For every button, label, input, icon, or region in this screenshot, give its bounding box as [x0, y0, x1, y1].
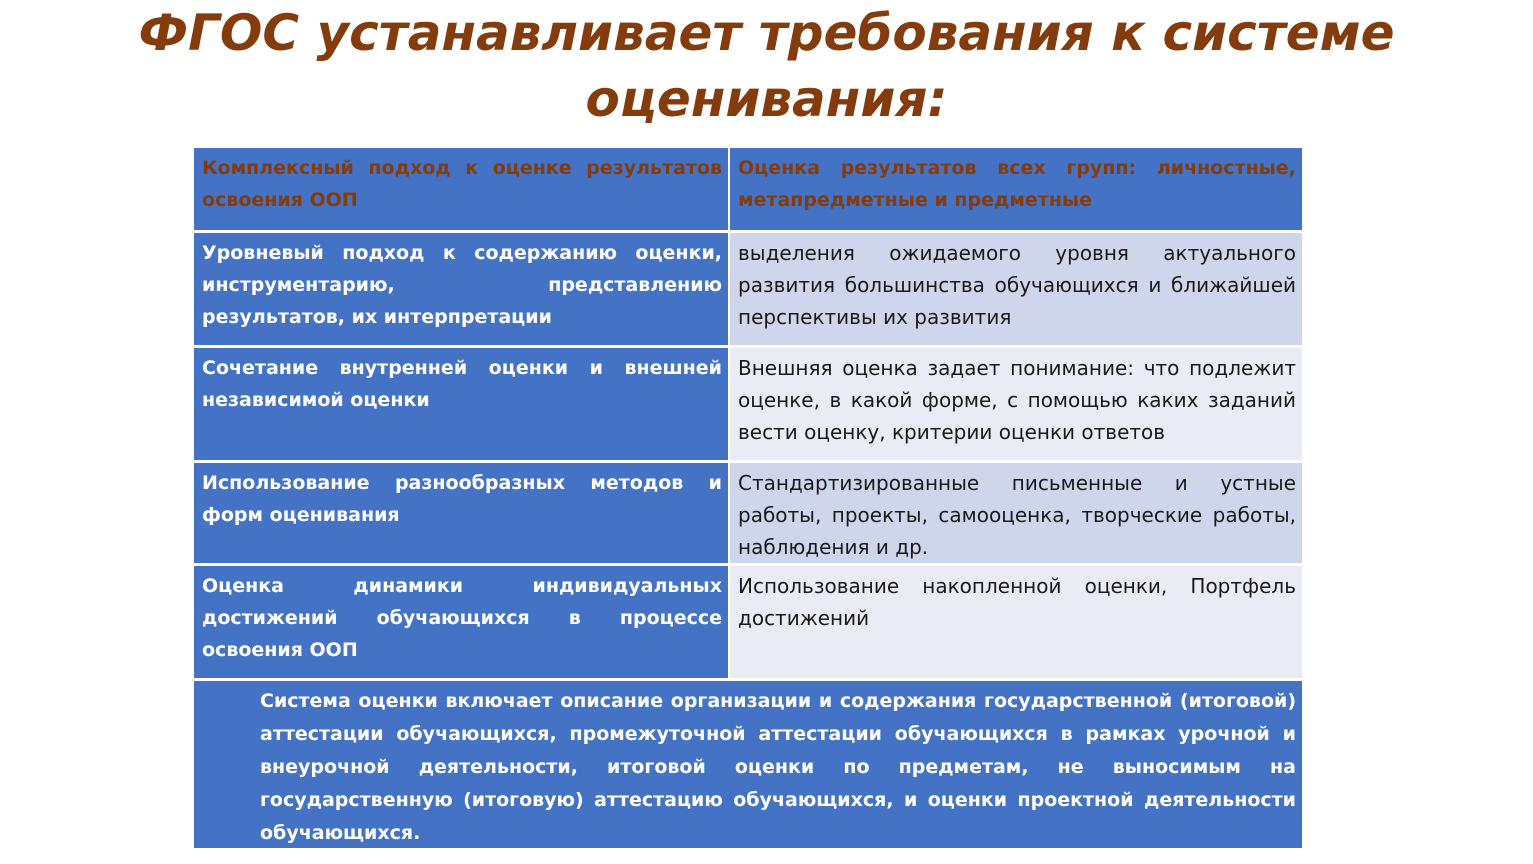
table-cell-right: Использование накопленной оценки, Портфель достижений [730, 566, 1302, 678]
page-title-line-1: ФГОС устанавливает требования к системе [138, 4, 1395, 62]
table-cell-right: Внешняя оценка задает понимание: что подлежит оценке, в какой форме, с помощью каких заданий вести оценку, критерии оценки ответов [730, 348, 1302, 460]
table-cell-right: выделения ожидаемого уровня актуального развития большинства обучающихся и ближайшей перспективы их развития [730, 233, 1302, 345]
page-title-line-2: оценивания: [585, 70, 948, 128]
table-header-row [194, 148, 1302, 233]
table-cell-left: Сочетание внутренней оценки и внешней независимой оценки [194, 348, 730, 460]
table-cell-left: Уровневый подход к содержанию оценки, инструментарию, представлению результатов, их интерпретации [194, 233, 730, 345]
table-row [194, 233, 1302, 348]
table-cell-left: Использование разнообразных методов и форм оценивания [194, 463, 730, 563]
page-title [0, 0, 1533, 132]
table-cell-right: Стандартизированные письменные и устные работы, проекты, самооценка, творческие работы, наблюдения и др. [730, 463, 1302, 563]
table-row [194, 463, 1302, 566]
table-row [194, 348, 1302, 463]
table-row [194, 566, 1302, 681]
requirements-table [194, 148, 1302, 848]
table-cell-left: Комплексный подход к оценке результатов освоения ООП [194, 148, 730, 230]
table-cell-left: Оценка динамики индивидуальных достижений обучающихся в процессе освоения ООП [194, 566, 730, 678]
summary-text: Система оценки включает описание организации и содержания государственной (итоговой) аттестации обучающихся, промежуточной аттестации обучающихся в рамках урочной и внеурочной деятельности, итоговой оценки по предметам, не выносимым на государственную (итоговую) аттестацию обучающихся, и оценки проектной деятельности обучающихся. [194, 681, 1302, 848]
table-summary-row [194, 681, 1302, 848]
table-cell-right: Оценка результатов всех групп: личностные, метапредметные и предметные [730, 148, 1302, 230]
